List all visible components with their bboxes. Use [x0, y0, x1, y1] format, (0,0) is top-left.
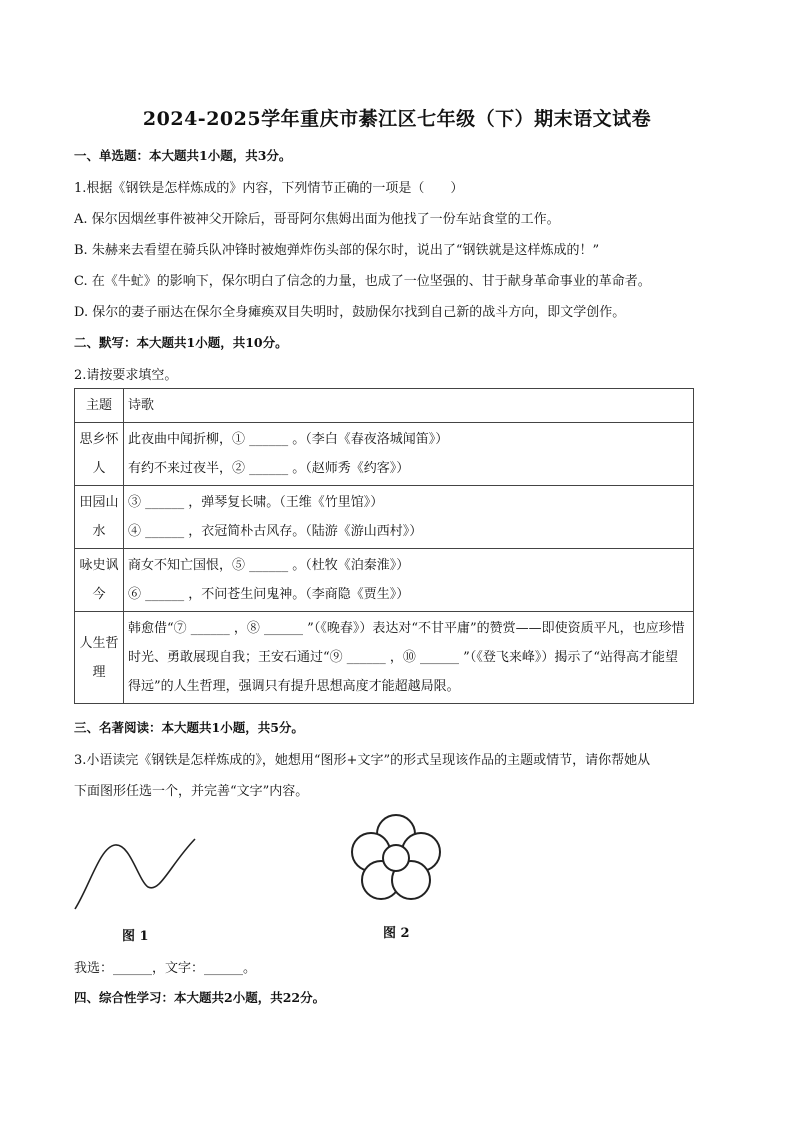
- page-title: 2024-2025学年重庆市綦江区七年级（下）期末语文试卷: [142, 108, 652, 130]
- section-2-desc: 本大题共1小题，共10分。: [136, 335, 288, 350]
- theme-cell: 思乡怀人: [75, 423, 124, 486]
- poem-line: 商女不知亡国恨，⑤ ______ 。（杜牧《泊秦淮》）: [128, 558, 410, 573]
- question-2-stem: 2.请按要求填空。: [74, 368, 178, 383]
- question-3-stem-line1: 3.小语读完《钢铁是怎样炼成的》，她想用“图形+文字”的形式呈现该作品的主题或情节，请你帮她从: [74, 753, 651, 768]
- figure-2-flower: [348, 812, 444, 904]
- poem-line: ⑥ ______ ，不问苍生问鬼神。（李商隐《贾生》）: [128, 587, 410, 602]
- theme-cell: 人生哲理: [75, 612, 124, 704]
- header-poem: 诗歌: [124, 389, 694, 423]
- figure-2-caption: 图 2: [383, 926, 410, 941]
- section-1-heading: [74, 146, 291, 164]
- table-row: [75, 423, 694, 486]
- poem-line: 此夜曲中闻折柳，① ______ 。（李白《春夜洛城闻笛》）: [128, 432, 449, 447]
- theme-cell: 咏史讽今: [75, 549, 124, 612]
- poem-cell: [124, 486, 694, 549]
- question-1-stem: 1.根据《钢铁是怎样炼成的》内容，下列情节正确的一项是（ ）: [74, 181, 464, 196]
- option-d: D. 保尔的妻子丽达在保尔全身瘫痪双目失明时，鼓励保尔找到自己新的战斗方向，即文学创作。: [74, 305, 626, 320]
- figure-1-caption: 图 1: [122, 929, 149, 944]
- poem-line: ③ ______ ，弹琴复长啸。（王维《竹里馆》）: [128, 495, 384, 510]
- section-2-label: 二、默写：: [74, 335, 137, 350]
- poem-line: ④ ______ ，衣冠简朴古风存。（陆游《游山西村》）: [128, 524, 423, 539]
- poem-cell: [124, 423, 694, 486]
- section-1-label: 一、单选题：: [74, 148, 150, 163]
- poem-table: [74, 388, 694, 704]
- section-1-desc: 本大题共1小题，共3分。: [149, 148, 292, 163]
- section-3-label: 三、名著阅读：: [74, 720, 162, 735]
- section-3-desc: 本大题共1小题，共5分。: [161, 720, 304, 735]
- table-row: [75, 612, 694, 704]
- answer-line: 我选：______，文字：______。: [74, 961, 257, 976]
- poem-line: 有约不来过夜半，② ______ 。（赵师秀《约客》）: [128, 461, 410, 476]
- philosophy-cell: 韩愈借“⑦ ______ ，⑧ ______ ”（《晚春》）表达对“不甘平庸”的赞赏——即使资质平凡，也应珍惜时光、勇敢展现自我；王安石通过“⑨ ______ ，⑩ ______ ”（《登飞来峰》）揭示了“站得高才能望得远”的人生哲理，强调只有提升思想高度才能超越局限。: [124, 612, 694, 704]
- section-4-label: 四、综合性学习：: [74, 990, 175, 1005]
- table-row: [75, 549, 694, 612]
- section-4-heading: [74, 988, 325, 1006]
- figure-1-wave: [70, 835, 200, 915]
- question-3-stem-line2: 下面图形任选一个，并完善“文字”内容。: [74, 784, 309, 799]
- option-c: C. 在《牛虻》的影响下，保尔明白了信念的力量，也成了一位坚强的、甘于献身革命事业的革命者。: [74, 274, 651, 289]
- header-theme: 主题: [75, 389, 124, 423]
- poem-cell: [124, 549, 694, 612]
- option-a: A. 保尔因烟丝事件被神父开除后，哥哥阿尔焦姆出面为他找了一份车站食堂的工作。: [74, 212, 560, 227]
- section-4-desc: 本大题共2小题，共22分。: [174, 990, 326, 1005]
- table-row: [75, 486, 694, 549]
- section-3-heading: [74, 718, 304, 736]
- theme-cell: 田园山水: [75, 486, 124, 549]
- option-b: B. 朱赫来去看望在骑兵队冲锋时被炮弹炸伤头部的保尔时，说出了“钢铁就是这样炼成的！”: [74, 243, 600, 258]
- table-header-row: [75, 389, 694, 423]
- section-2-heading: [74, 333, 288, 351]
